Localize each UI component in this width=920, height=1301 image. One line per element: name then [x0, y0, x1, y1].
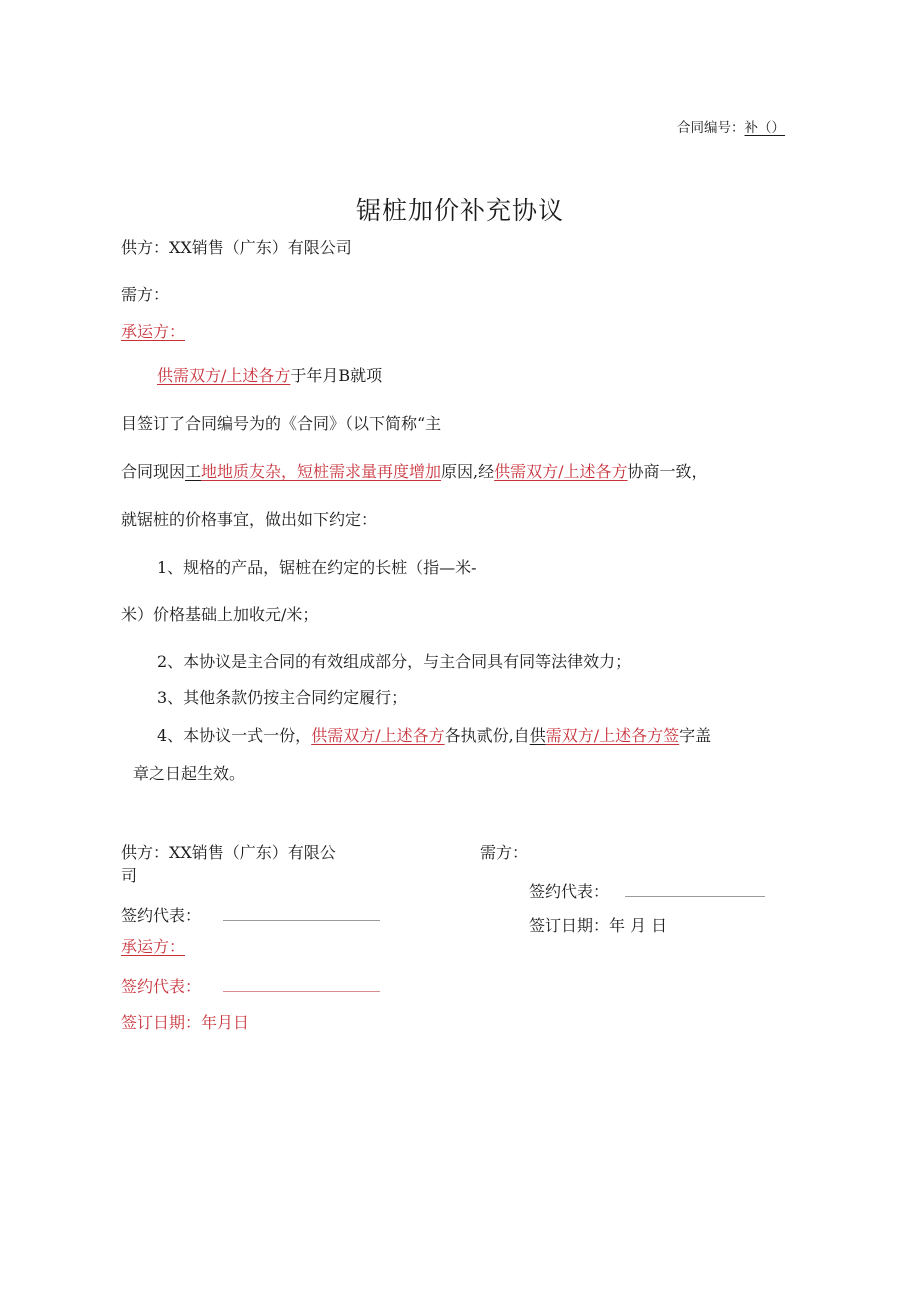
intro-line-1	[157, 368, 382, 384]
contract-number	[677, 122, 785, 136]
contract-number-value: 补（）	[744, 120, 785, 136]
intro-line-2: 目签订了合同编号为的《合同》（以下简称“主	[121, 414, 442, 433]
sig-supplier-rep-line[interactable]	[223, 906, 380, 921]
sig-carrier-date: 签订日期：年月日	[121, 1013, 250, 1032]
term-4-d: 供	[529, 726, 546, 745]
term-4-c: 各执贰份,自	[444, 726, 530, 745]
sig-supplier-line-1: 供方：XX销售（广东）有限公	[121, 843, 336, 862]
sig-demander: 需方：	[480, 843, 529, 862]
intro-line-3-b: 工	[185, 462, 202, 481]
intro-line-3-d: 原因,经	[441, 462, 495, 481]
term-4-parties-ref-2: 需双方/上述各方	[545, 726, 664, 745]
document-title: 锯桩加价补充协议	[355, 196, 564, 225]
term-4-a: 4、本协议一式一份，	[157, 726, 312, 745]
term-4-line-1	[157, 728, 711, 744]
intro-parties-ref-2: 供需双方/上述各方	[494, 462, 628, 481]
term-4-f: 签	[663, 726, 680, 745]
term-3: 3、其他条款仍按主合同约定履行；	[157, 688, 408, 707]
carrier-line: 承运方：	[121, 322, 186, 341]
term-1-line-1: 1、规格的产品，锯桩在约定的长桩（指—米-	[157, 558, 477, 577]
sig-carrier-rep	[121, 977, 380, 995]
intro-reason: 地地质友杂，短桩需求量再度增加	[201, 462, 442, 481]
sig-demander-rep	[529, 882, 765, 900]
demander-line: 需方：	[121, 285, 170, 304]
term-1-line-2: 米）价格基础上加收元/米；	[121, 605, 319, 624]
contract-number-label: 合同编号：	[677, 120, 745, 136]
term-2: 2、本协议是主合同的有效组成部分，与主合同具有同等法律效力；	[157, 652, 632, 671]
sig-carrier-rep-label: 签约代表：	[121, 977, 202, 996]
sig-carrier: 承运方：	[121, 937, 186, 956]
intro-line-4: 就锯桩的价格事宜，做出如下约定：	[121, 510, 378, 529]
intro-line-3	[121, 464, 708, 480]
sig-supplier-rep-label: 签约代表：	[121, 906, 202, 925]
term-4-line-2: 章之日起生效。	[133, 764, 246, 783]
intro-line-3-a: 合同现因	[121, 462, 186, 481]
supplier-line: 供方：XX销售（广东）有限公司	[121, 238, 352, 257]
intro-line-3-f: 协商一致，	[627, 462, 708, 481]
term-4-g: 字盖	[679, 726, 712, 745]
sig-demander-date: 签订日期：年 月 日	[529, 916, 668, 935]
sig-supplier-line-2: 司	[121, 866, 138, 885]
intro-line-1-rest: 于年月B就项	[290, 366, 383, 385]
term-4-parties-ref: 供需双方/上述各方	[311, 726, 445, 745]
intro-parties-ref: 供需双方/上述各方	[157, 366, 291, 385]
sig-demander-rep-label: 签约代表：	[529, 882, 610, 901]
sig-supplier-rep	[121, 906, 380, 924]
sig-demander-rep-line[interactable]	[625, 882, 765, 897]
sig-carrier-rep-line[interactable]	[223, 977, 380, 992]
